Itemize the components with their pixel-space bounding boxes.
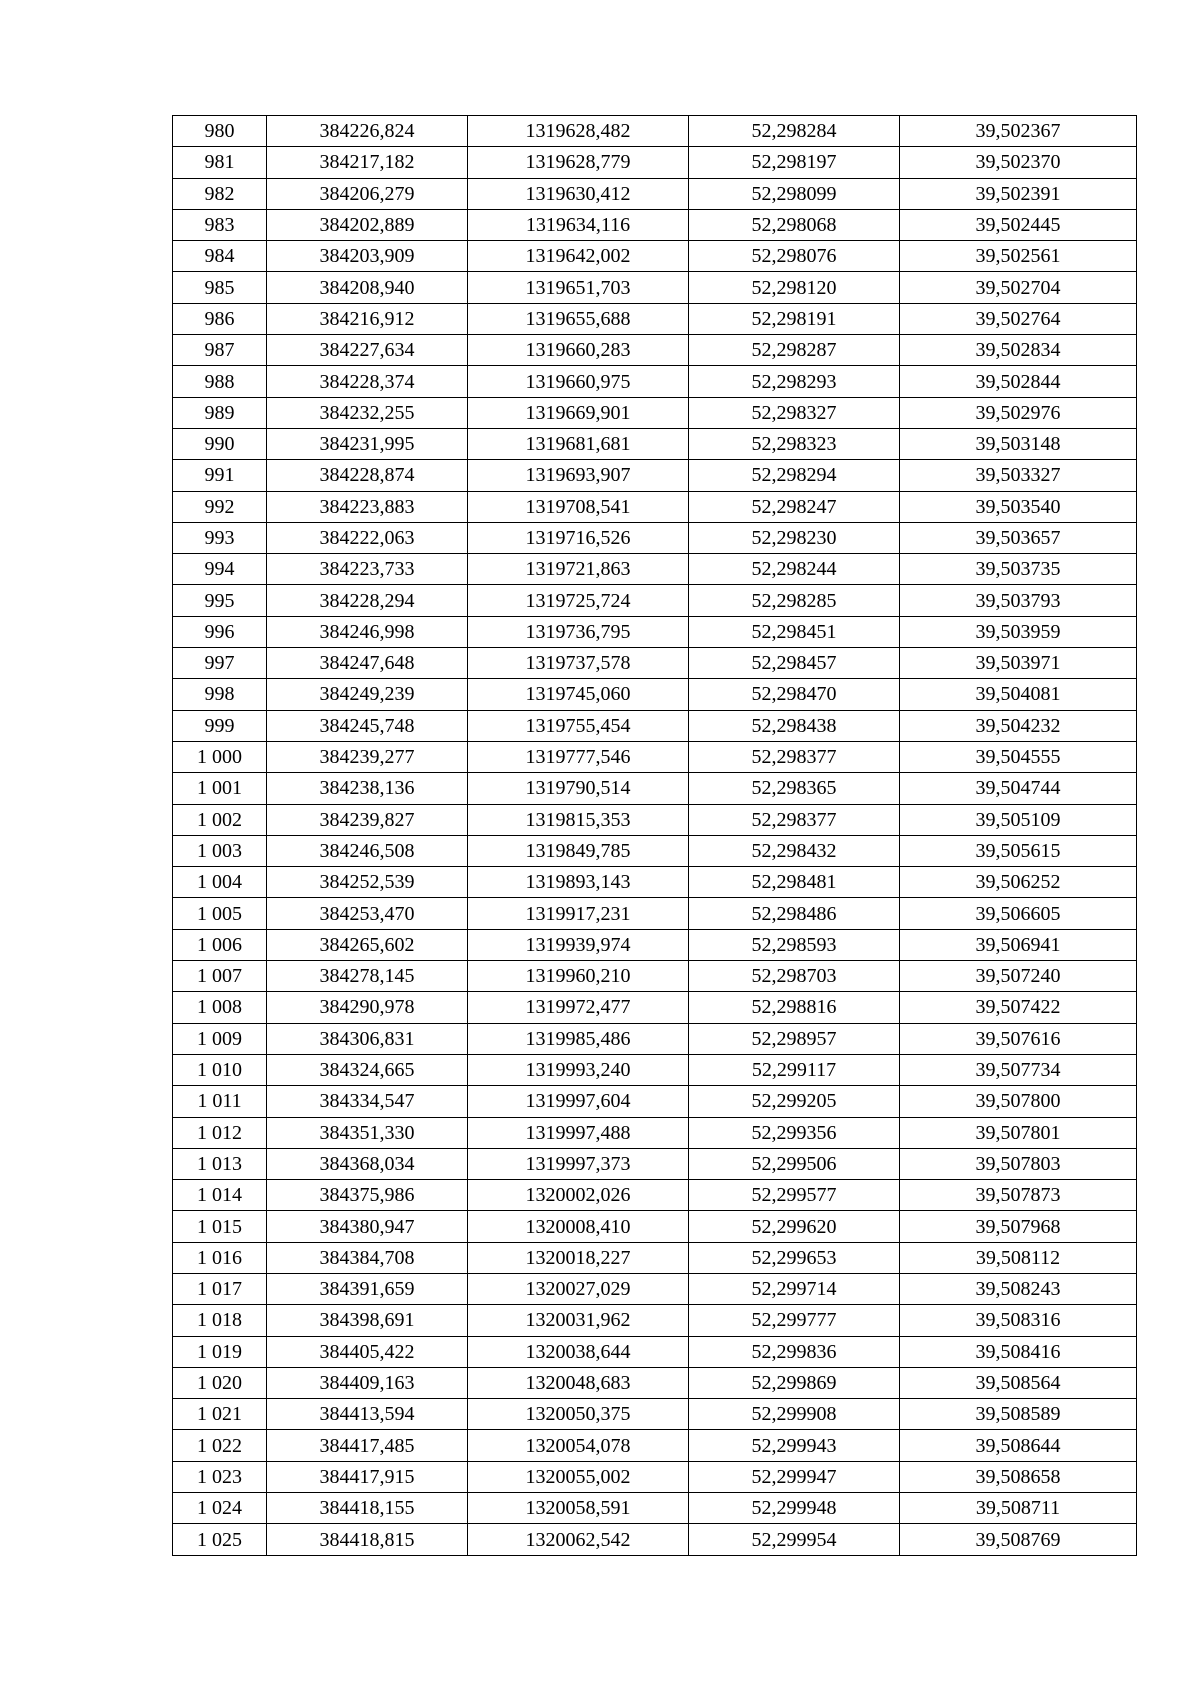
longitude-cell: 39,503793 xyxy=(900,585,1137,616)
longitude-cell: 39,505615 xyxy=(900,835,1137,866)
point-number-cell: 1 009 xyxy=(173,1023,267,1054)
y-coordinate-cell: 1320055,002 xyxy=(468,1461,689,1492)
table-row xyxy=(173,710,1137,741)
x-coordinate-cell: 384226,824 xyxy=(267,116,468,147)
longitude-cell: 39,507968 xyxy=(900,1211,1137,1242)
latitude-cell: 52,298076 xyxy=(689,241,900,272)
latitude-cell: 52,299117 xyxy=(689,1054,900,1085)
latitude-cell: 52,298099 xyxy=(689,178,900,209)
table-row xyxy=(173,147,1137,178)
point-number-cell: 1 012 xyxy=(173,1117,267,1148)
latitude-cell: 52,298703 xyxy=(689,961,900,992)
point-number-cell: 983 xyxy=(173,209,267,240)
longitude-cell: 39,502764 xyxy=(900,303,1137,334)
y-coordinate-cell: 1319716,526 xyxy=(468,522,689,553)
x-coordinate-cell: 384208,940 xyxy=(267,272,468,303)
x-coordinate-cell: 384409,163 xyxy=(267,1367,468,1398)
table-row xyxy=(173,835,1137,866)
table-row xyxy=(173,491,1137,522)
table-row xyxy=(173,460,1137,491)
y-coordinate-cell: 1319655,688 xyxy=(468,303,689,334)
latitude-cell: 52,298230 xyxy=(689,522,900,553)
latitude-cell: 52,298287 xyxy=(689,335,900,366)
y-coordinate-cell: 1320050,375 xyxy=(468,1399,689,1430)
table-row xyxy=(173,1399,1137,1430)
x-coordinate-cell: 384253,470 xyxy=(267,898,468,929)
longitude-cell: 39,503148 xyxy=(900,428,1137,459)
y-coordinate-cell: 1319745,060 xyxy=(468,679,689,710)
longitude-cell: 39,504232 xyxy=(900,710,1137,741)
y-coordinate-cell: 1319737,578 xyxy=(468,648,689,679)
longitude-cell: 39,503959 xyxy=(900,616,1137,647)
table-row xyxy=(173,1023,1137,1054)
table-row xyxy=(173,1242,1137,1273)
point-number-cell: 1 016 xyxy=(173,1242,267,1273)
y-coordinate-cell: 1319651,703 xyxy=(468,272,689,303)
longitude-cell: 39,505109 xyxy=(900,804,1137,835)
point-number-cell: 993 xyxy=(173,522,267,553)
point-number-cell: 989 xyxy=(173,397,267,428)
latitude-cell: 52,298486 xyxy=(689,898,900,929)
point-number-cell: 1 006 xyxy=(173,929,267,960)
point-number-cell: 1 005 xyxy=(173,898,267,929)
point-number-cell: 1 020 xyxy=(173,1367,267,1398)
table-row xyxy=(173,1054,1137,1085)
latitude-cell: 52,298323 xyxy=(689,428,900,459)
latitude-cell: 52,298593 xyxy=(689,929,900,960)
y-coordinate-cell: 1319628,779 xyxy=(468,147,689,178)
x-coordinate-cell: 384324,665 xyxy=(267,1054,468,1085)
point-number-cell: 994 xyxy=(173,554,267,585)
y-coordinate-cell: 1319755,454 xyxy=(468,710,689,741)
point-number-cell: 1 017 xyxy=(173,1273,267,1304)
y-coordinate-cell: 1320008,410 xyxy=(468,1211,689,1242)
x-coordinate-cell: 384405,422 xyxy=(267,1336,468,1367)
table-row xyxy=(173,585,1137,616)
table-row xyxy=(173,335,1137,366)
table-row xyxy=(173,773,1137,804)
longitude-cell: 39,504555 xyxy=(900,741,1137,772)
table-row xyxy=(173,366,1137,397)
table-row xyxy=(173,1430,1137,1461)
point-number-cell: 986 xyxy=(173,303,267,334)
y-coordinate-cell: 1319917,231 xyxy=(468,898,689,929)
latitude-cell: 52,299620 xyxy=(689,1211,900,1242)
table-row xyxy=(173,1461,1137,1492)
longitude-cell: 39,506605 xyxy=(900,898,1137,929)
longitude-cell: 39,508711 xyxy=(900,1493,1137,1524)
latitude-cell: 52,299356 xyxy=(689,1117,900,1148)
point-number-cell: 1 022 xyxy=(173,1430,267,1461)
x-coordinate-cell: 384384,708 xyxy=(267,1242,468,1273)
longitude-cell: 39,502370 xyxy=(900,147,1137,178)
y-coordinate-cell: 1319849,785 xyxy=(468,835,689,866)
table-row xyxy=(173,272,1137,303)
point-number-cell: 1 014 xyxy=(173,1180,267,1211)
y-coordinate-cell: 1320054,078 xyxy=(468,1430,689,1461)
y-coordinate-cell: 1319790,514 xyxy=(468,773,689,804)
longitude-cell: 39,507873 xyxy=(900,1180,1137,1211)
table-row xyxy=(173,741,1137,772)
point-number-cell: 984 xyxy=(173,241,267,272)
y-coordinate-cell: 1319660,975 xyxy=(468,366,689,397)
longitude-cell: 39,507240 xyxy=(900,961,1137,992)
latitude-cell: 52,298068 xyxy=(689,209,900,240)
x-coordinate-cell: 384334,547 xyxy=(267,1086,468,1117)
longitude-cell: 39,508112 xyxy=(900,1242,1137,1273)
point-number-cell: 997 xyxy=(173,648,267,679)
latitude-cell: 52,299653 xyxy=(689,1242,900,1273)
x-coordinate-cell: 384203,909 xyxy=(267,241,468,272)
point-number-cell: 982 xyxy=(173,178,267,209)
table-row xyxy=(173,804,1137,835)
point-number-cell: 980 xyxy=(173,116,267,147)
longitude-cell: 39,507616 xyxy=(900,1023,1137,1054)
longitude-cell: 39,502367 xyxy=(900,116,1137,147)
y-coordinate-cell: 1319725,724 xyxy=(468,585,689,616)
table-row xyxy=(173,867,1137,898)
x-coordinate-cell: 384216,912 xyxy=(267,303,468,334)
latitude-cell: 52,299506 xyxy=(689,1148,900,1179)
table-row xyxy=(173,679,1137,710)
x-coordinate-cell: 384380,947 xyxy=(267,1211,468,1242)
x-coordinate-cell: 384351,330 xyxy=(267,1117,468,1148)
point-number-cell: 985 xyxy=(173,272,267,303)
x-coordinate-cell: 384239,827 xyxy=(267,804,468,835)
x-coordinate-cell: 384245,748 xyxy=(267,710,468,741)
table-row xyxy=(173,1117,1137,1148)
x-coordinate-cell: 384206,279 xyxy=(267,178,468,209)
y-coordinate-cell: 1320027,029 xyxy=(468,1273,689,1304)
longitude-cell: 39,508658 xyxy=(900,1461,1137,1492)
point-number-cell: 1 002 xyxy=(173,804,267,835)
longitude-cell: 39,506941 xyxy=(900,929,1137,960)
table-row xyxy=(173,241,1137,272)
latitude-cell: 52,298365 xyxy=(689,773,900,804)
point-number-cell: 999 xyxy=(173,710,267,741)
table-row xyxy=(173,898,1137,929)
x-coordinate-cell: 384252,539 xyxy=(267,867,468,898)
longitude-cell: 39,507801 xyxy=(900,1117,1137,1148)
y-coordinate-cell: 1319721,863 xyxy=(468,554,689,585)
point-number-cell: 1 000 xyxy=(173,741,267,772)
longitude-cell: 39,507422 xyxy=(900,992,1137,1023)
latitude-cell: 52,299948 xyxy=(689,1493,900,1524)
longitude-cell: 39,502976 xyxy=(900,397,1137,428)
latitude-cell: 52,298481 xyxy=(689,867,900,898)
x-coordinate-cell: 384306,831 xyxy=(267,1023,468,1054)
table-row xyxy=(173,1336,1137,1367)
point-number-cell: 1 010 xyxy=(173,1054,267,1085)
y-coordinate-cell: 1319634,116 xyxy=(468,209,689,240)
table-row xyxy=(173,303,1137,334)
point-number-cell: 981 xyxy=(173,147,267,178)
latitude-cell: 52,299777 xyxy=(689,1305,900,1336)
x-coordinate-cell: 384228,374 xyxy=(267,366,468,397)
x-coordinate-cell: 384418,155 xyxy=(267,1493,468,1524)
x-coordinate-cell: 384228,874 xyxy=(267,460,468,491)
longitude-cell: 39,507803 xyxy=(900,1148,1137,1179)
longitude-cell: 39,504744 xyxy=(900,773,1137,804)
y-coordinate-cell: 1319972,477 xyxy=(468,992,689,1023)
table-row xyxy=(173,116,1137,147)
longitude-cell: 39,508589 xyxy=(900,1399,1137,1430)
table-row xyxy=(173,1524,1137,1555)
point-number-cell: 988 xyxy=(173,366,267,397)
longitude-cell: 39,504081 xyxy=(900,679,1137,710)
longitude-cell: 39,502704 xyxy=(900,272,1137,303)
latitude-cell: 52,298438 xyxy=(689,710,900,741)
table-row xyxy=(173,209,1137,240)
y-coordinate-cell: 1319960,210 xyxy=(468,961,689,992)
latitude-cell: 52,299954 xyxy=(689,1524,900,1555)
latitude-cell: 52,299869 xyxy=(689,1367,900,1398)
y-coordinate-cell: 1319997,373 xyxy=(468,1148,689,1179)
point-number-cell: 1 001 xyxy=(173,773,267,804)
latitude-cell: 52,298293 xyxy=(689,366,900,397)
y-coordinate-cell: 1319997,488 xyxy=(468,1117,689,1148)
x-coordinate-cell: 384391,659 xyxy=(267,1273,468,1304)
latitude-cell: 52,298377 xyxy=(689,804,900,835)
longitude-cell: 39,503735 xyxy=(900,554,1137,585)
point-number-cell: 996 xyxy=(173,616,267,647)
y-coordinate-cell: 1320031,962 xyxy=(468,1305,689,1336)
longitude-cell: 39,502445 xyxy=(900,209,1137,240)
longitude-cell: 39,508564 xyxy=(900,1367,1137,1398)
point-number-cell: 998 xyxy=(173,679,267,710)
table-row xyxy=(173,929,1137,960)
x-coordinate-cell: 384239,277 xyxy=(267,741,468,772)
latitude-cell: 52,298327 xyxy=(689,397,900,428)
table-row xyxy=(173,1180,1137,1211)
y-coordinate-cell: 1319777,546 xyxy=(468,741,689,772)
y-coordinate-cell: 1319681,681 xyxy=(468,428,689,459)
point-number-cell: 1 021 xyxy=(173,1399,267,1430)
x-coordinate-cell: 384228,294 xyxy=(267,585,468,616)
table-row xyxy=(173,397,1137,428)
latitude-cell: 52,299943 xyxy=(689,1430,900,1461)
x-coordinate-cell: 384202,889 xyxy=(267,209,468,240)
point-number-cell: 1 008 xyxy=(173,992,267,1023)
point-number-cell: 1 024 xyxy=(173,1493,267,1524)
longitude-cell: 39,508416 xyxy=(900,1336,1137,1367)
y-coordinate-cell: 1320002,026 xyxy=(468,1180,689,1211)
y-coordinate-cell: 1320058,591 xyxy=(468,1493,689,1524)
latitude-cell: 52,298451 xyxy=(689,616,900,647)
latitude-cell: 52,298432 xyxy=(689,835,900,866)
longitude-cell: 39,503540 xyxy=(900,491,1137,522)
latitude-cell: 52,298457 xyxy=(689,648,900,679)
table-row xyxy=(173,1367,1137,1398)
point-number-cell: 1 007 xyxy=(173,961,267,992)
latitude-cell: 52,298285 xyxy=(689,585,900,616)
y-coordinate-cell: 1319630,412 xyxy=(468,178,689,209)
latitude-cell: 52,298120 xyxy=(689,272,900,303)
latitude-cell: 52,298957 xyxy=(689,1023,900,1054)
y-coordinate-cell: 1319660,283 xyxy=(468,335,689,366)
table-row xyxy=(173,1493,1137,1524)
point-number-cell: 1 018 xyxy=(173,1305,267,1336)
y-coordinate-cell: 1319736,795 xyxy=(468,616,689,647)
point-number-cell: 1 015 xyxy=(173,1211,267,1242)
table-row xyxy=(173,1211,1137,1242)
table-row xyxy=(173,648,1137,679)
y-coordinate-cell: 1319669,901 xyxy=(468,397,689,428)
y-coordinate-cell: 1319642,002 xyxy=(468,241,689,272)
x-coordinate-cell: 384375,986 xyxy=(267,1180,468,1211)
point-number-cell: 1 003 xyxy=(173,835,267,866)
table-row xyxy=(173,522,1137,553)
longitude-cell: 39,503327 xyxy=(900,460,1137,491)
y-coordinate-cell: 1320018,227 xyxy=(468,1242,689,1273)
x-coordinate-cell: 384398,691 xyxy=(267,1305,468,1336)
table-row xyxy=(173,554,1137,585)
latitude-cell: 52,298247 xyxy=(689,491,900,522)
latitude-cell: 52,299836 xyxy=(689,1336,900,1367)
x-coordinate-cell: 384249,239 xyxy=(267,679,468,710)
table-row xyxy=(173,961,1137,992)
x-coordinate-cell: 384223,733 xyxy=(267,554,468,585)
y-coordinate-cell: 1319693,907 xyxy=(468,460,689,491)
point-number-cell: 1 023 xyxy=(173,1461,267,1492)
y-coordinate-cell: 1320038,644 xyxy=(468,1336,689,1367)
table-row xyxy=(173,1148,1137,1179)
latitude-cell: 52,298377 xyxy=(689,741,900,772)
longitude-cell: 39,506252 xyxy=(900,867,1137,898)
x-coordinate-cell: 384246,998 xyxy=(267,616,468,647)
x-coordinate-cell: 384246,508 xyxy=(267,835,468,866)
latitude-cell: 52,299947 xyxy=(689,1461,900,1492)
y-coordinate-cell: 1319893,143 xyxy=(468,867,689,898)
latitude-cell: 52,298294 xyxy=(689,460,900,491)
x-coordinate-cell: 384278,145 xyxy=(267,961,468,992)
table-row xyxy=(173,616,1137,647)
longitude-cell: 39,502834 xyxy=(900,335,1137,366)
table-row xyxy=(173,1086,1137,1117)
y-coordinate-cell: 1319708,541 xyxy=(468,491,689,522)
x-coordinate-cell: 384265,602 xyxy=(267,929,468,960)
longitude-cell: 39,503657 xyxy=(900,522,1137,553)
longitude-cell: 39,507800 xyxy=(900,1086,1137,1117)
point-number-cell: 1 025 xyxy=(173,1524,267,1555)
x-coordinate-cell: 384231,995 xyxy=(267,428,468,459)
longitude-cell: 39,502391 xyxy=(900,178,1137,209)
x-coordinate-cell: 384417,915 xyxy=(267,1461,468,1492)
x-coordinate-cell: 384217,182 xyxy=(267,147,468,178)
coordinates-table xyxy=(172,115,1137,1556)
x-coordinate-cell: 384368,034 xyxy=(267,1148,468,1179)
longitude-cell: 39,502561 xyxy=(900,241,1137,272)
latitude-cell: 52,298284 xyxy=(689,116,900,147)
point-number-cell: 995 xyxy=(173,585,267,616)
longitude-cell: 39,508243 xyxy=(900,1273,1137,1304)
longitude-cell: 39,508769 xyxy=(900,1524,1137,1555)
latitude-cell: 52,298244 xyxy=(689,554,900,585)
x-coordinate-cell: 384247,648 xyxy=(267,648,468,679)
point-number-cell: 991 xyxy=(173,460,267,491)
point-number-cell: 1 013 xyxy=(173,1148,267,1179)
longitude-cell: 39,502844 xyxy=(900,366,1137,397)
point-number-cell: 1 004 xyxy=(173,867,267,898)
longitude-cell: 39,508644 xyxy=(900,1430,1137,1461)
x-coordinate-cell: 384227,634 xyxy=(267,335,468,366)
point-number-cell: 987 xyxy=(173,335,267,366)
x-coordinate-cell: 384238,136 xyxy=(267,773,468,804)
table-row xyxy=(173,178,1137,209)
y-coordinate-cell: 1319939,974 xyxy=(468,929,689,960)
y-coordinate-cell: 1320062,542 xyxy=(468,1524,689,1555)
longitude-cell: 39,508316 xyxy=(900,1305,1137,1336)
latitude-cell: 52,298470 xyxy=(689,679,900,710)
latitude-cell: 52,299908 xyxy=(689,1399,900,1430)
latitude-cell: 52,299714 xyxy=(689,1273,900,1304)
x-coordinate-cell: 384413,594 xyxy=(267,1399,468,1430)
table-row xyxy=(173,992,1137,1023)
y-coordinate-cell: 1319993,240 xyxy=(468,1054,689,1085)
longitude-cell: 39,503971 xyxy=(900,648,1137,679)
y-coordinate-cell: 1319815,353 xyxy=(468,804,689,835)
x-coordinate-cell: 384418,815 xyxy=(267,1524,468,1555)
x-coordinate-cell: 384417,485 xyxy=(267,1430,468,1461)
latitude-cell: 52,298816 xyxy=(689,992,900,1023)
latitude-cell: 52,298191 xyxy=(689,303,900,334)
point-number-cell: 992 xyxy=(173,491,267,522)
point-number-cell: 1 019 xyxy=(173,1336,267,1367)
x-coordinate-cell: 384223,883 xyxy=(267,491,468,522)
x-coordinate-cell: 384222,063 xyxy=(267,522,468,553)
point-number-cell: 1 011 xyxy=(173,1086,267,1117)
table-row xyxy=(173,1305,1137,1336)
x-coordinate-cell: 384232,255 xyxy=(267,397,468,428)
y-coordinate-cell: 1319628,482 xyxy=(468,116,689,147)
longitude-cell: 39,507734 xyxy=(900,1054,1137,1085)
latitude-cell: 52,299577 xyxy=(689,1180,900,1211)
y-coordinate-cell: 1319985,486 xyxy=(468,1023,689,1054)
y-coordinate-cell: 1319997,604 xyxy=(468,1086,689,1117)
table-row xyxy=(173,1273,1137,1304)
latitude-cell: 52,298197 xyxy=(689,147,900,178)
y-coordinate-cell: 1320048,683 xyxy=(468,1367,689,1398)
table-row xyxy=(173,428,1137,459)
x-coordinate-cell: 384290,978 xyxy=(267,992,468,1023)
latitude-cell: 52,299205 xyxy=(689,1086,900,1117)
point-number-cell: 990 xyxy=(173,428,267,459)
coordinates-table-body xyxy=(173,116,1137,1556)
